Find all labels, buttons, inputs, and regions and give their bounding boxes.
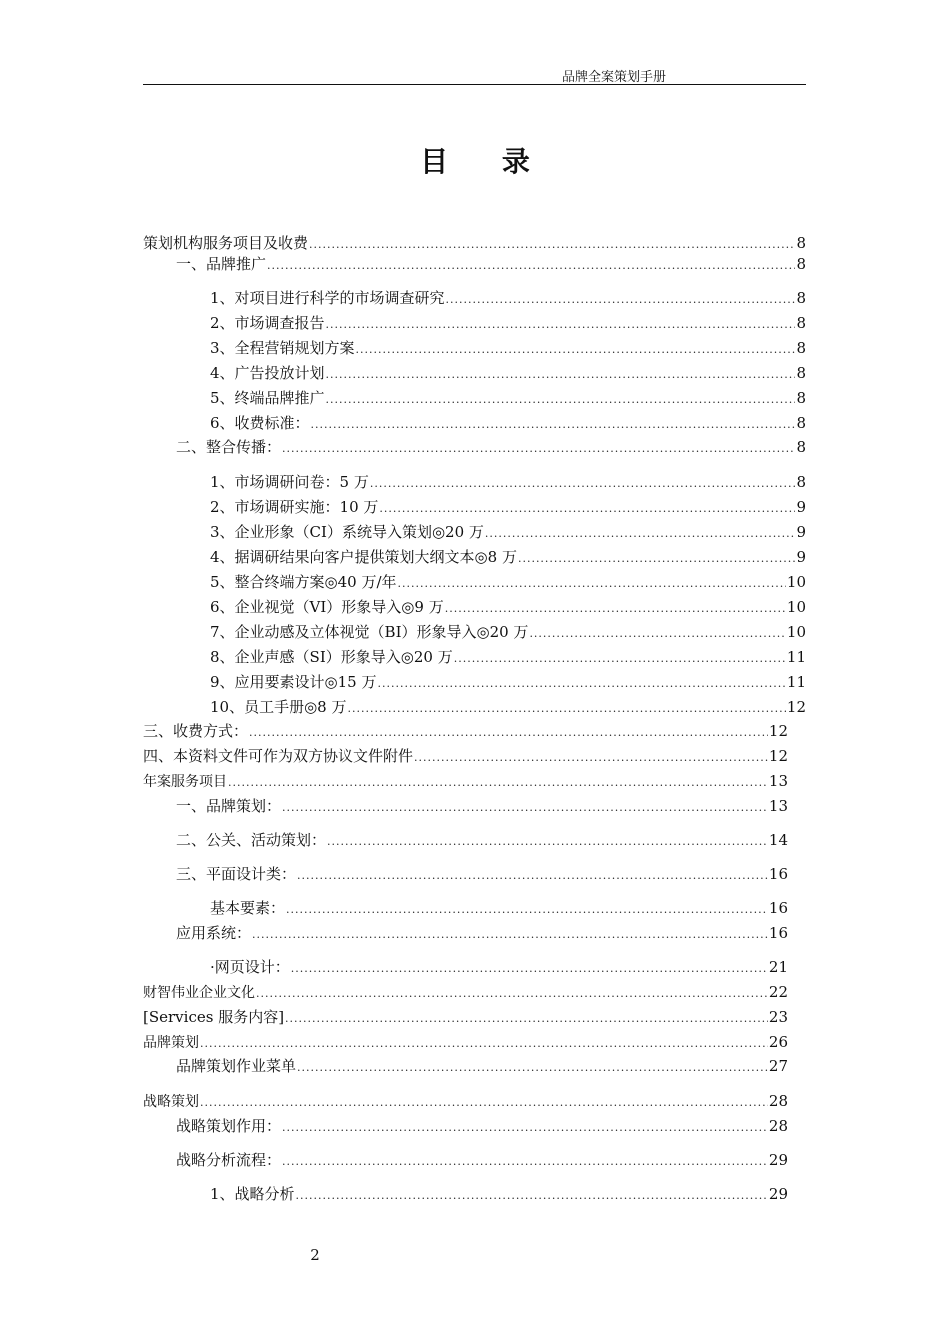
toc-entry[interactable] xyxy=(210,496,806,518)
toc-dot-leader xyxy=(454,648,786,670)
toc-entry-text: 二、整合传播： xyxy=(176,438,282,456)
toc-entry[interactable] xyxy=(143,745,788,767)
toc-entry-text: [Services 服务内容] xyxy=(143,1008,285,1026)
toc-entry-text: 9、应用要素设计◎15 万 xyxy=(210,673,377,691)
toc-dot-leader xyxy=(348,698,786,720)
toc-entry-text: 1、市场调研问卷：5 万 xyxy=(210,473,369,491)
toc-entry[interactable] xyxy=(210,571,806,593)
toc-entry[interactable] xyxy=(143,720,788,742)
toc-dot-leader xyxy=(282,438,795,460)
toc-entry[interactable] xyxy=(210,362,806,384)
toc-entry-page: 8 xyxy=(796,234,806,252)
toc-entry-page: 23 xyxy=(768,1008,788,1026)
toc-entry-text: 2、市场调研实施：10 万 xyxy=(210,498,379,516)
header-title: 品牌全案策划手册 xyxy=(561,70,666,85)
toc-entry-text: 4、广告投放计划 xyxy=(210,364,325,382)
toc-entry[interactable] xyxy=(176,1055,788,1077)
toc-entry-page: 13 xyxy=(768,797,788,815)
toc-dot-leader xyxy=(200,1092,768,1114)
toc-entry-text: 10、员工手册◎8 万 xyxy=(210,698,347,716)
toc-entry[interactable] xyxy=(210,646,806,668)
toc-entry-text: 二、公关、活动策划： xyxy=(176,831,327,849)
toc-entry-page: 12 xyxy=(768,747,788,765)
toc-dot-leader xyxy=(252,924,768,946)
toc-entry-text: 3、企业形象（CI）系统导入策划◎20 万 xyxy=(210,523,484,541)
toc-title: 目 录 xyxy=(420,145,552,178)
toc-entry-page: 9 xyxy=(796,548,806,566)
toc-entry-page: 8 xyxy=(796,473,806,491)
toc-entry[interactable] xyxy=(210,387,806,409)
toc-entry-page: 29 xyxy=(768,1185,788,1203)
toc-entry-text: 品牌策划作业菜单 xyxy=(176,1057,297,1075)
toc-entry-text: 战略分析流程： xyxy=(176,1151,282,1169)
toc-entry[interactable] xyxy=(143,1090,788,1112)
toc-entry[interactable] xyxy=(210,956,788,978)
toc-entry[interactable] xyxy=(143,232,806,254)
toc-entry[interactable] xyxy=(210,897,788,919)
toc-dot-leader xyxy=(326,364,796,386)
toc-dot-leader xyxy=(446,289,796,311)
toc-entry-page: 29 xyxy=(768,1151,788,1169)
toc-entry-text: 1、对项目进行科学的市场调查研究 xyxy=(210,289,445,307)
toc-entry-text: 一、品牌推广 xyxy=(176,255,267,273)
toc-entry-page: 11 xyxy=(786,673,806,691)
toc-dot-leader xyxy=(228,772,768,794)
toc-dot-leader xyxy=(378,673,786,695)
toc-entry-text: ·网页设计： xyxy=(210,958,290,976)
toc-dot-leader xyxy=(356,339,796,361)
toc-entry[interactable] xyxy=(210,337,806,359)
toc-entry-page: 16 xyxy=(768,924,788,942)
toc-entry-text: 5、终端品牌推广 xyxy=(210,389,325,407)
toc-entry-page: 8 xyxy=(796,389,806,407)
toc-entry-page: 12 xyxy=(786,698,806,716)
toc-entry-text: 7、企业动感及立体视觉（BI）形象导入◎20 万 xyxy=(210,623,529,641)
toc-entry-page: 27 xyxy=(768,1057,788,1075)
toc-entry-page: 28 xyxy=(768,1117,788,1135)
toc-dot-leader xyxy=(327,831,768,853)
toc-entry-page: 8 xyxy=(796,289,806,307)
toc-entry-page: 9 xyxy=(796,498,806,516)
toc-dot-leader xyxy=(518,548,796,570)
toc-entry-page: 10 xyxy=(786,573,806,591)
toc-entry-page: 8 xyxy=(796,364,806,382)
toc-dot-leader xyxy=(414,747,768,769)
toc-entry[interactable] xyxy=(176,1149,788,1171)
toc-entry[interactable] xyxy=(176,922,788,944)
toc-entry-text: 基本要素： xyxy=(210,899,286,917)
toc-dot-leader xyxy=(398,573,786,595)
toc-entry[interactable] xyxy=(210,696,806,718)
toc-dot-leader xyxy=(249,722,768,744)
toc-entry[interactable] xyxy=(143,981,788,1003)
toc-dot-leader xyxy=(282,797,768,819)
toc-entry-page: 12 xyxy=(768,722,788,740)
toc-entry-page: 10 xyxy=(786,598,806,616)
toc-entry-page: 22 xyxy=(768,983,788,1001)
toc-entry-page: 28 xyxy=(768,1092,788,1110)
toc-entry-page: 9 xyxy=(796,523,806,541)
toc-dot-leader xyxy=(286,899,768,921)
toc-entry-text: 一、品牌策划： xyxy=(176,797,282,815)
toc-entry[interactable] xyxy=(143,1006,788,1028)
toc-entry[interactable] xyxy=(143,1031,788,1053)
toc-entry[interactable] xyxy=(210,521,806,543)
toc-entry-page: 8 xyxy=(796,339,806,357)
toc-dot-leader xyxy=(282,1151,768,1173)
toc-dot-leader xyxy=(326,389,796,411)
toc-entry-text: 战略策划 xyxy=(143,1094,199,1110)
toc-entry-page: 8 xyxy=(796,414,806,432)
toc-entry-text: 4、据调研结果向客户提供策划大纲文本◎8 万 xyxy=(210,548,517,566)
toc-entry-page: 11 xyxy=(786,648,806,666)
toc-entry[interactable] xyxy=(143,770,788,792)
toc-entry-page: 16 xyxy=(768,865,788,883)
toc-entry-text: 财智伟业企业文化 xyxy=(143,985,255,1001)
toc-entry-page: 10 xyxy=(786,623,806,641)
toc-dot-leader xyxy=(370,473,796,495)
toc-dot-leader xyxy=(291,958,768,980)
toc-entry[interactable] xyxy=(176,829,788,851)
toc-entry-text: 5、整合终端方案◎40 万/年 xyxy=(210,573,397,591)
toc-entry-text: 战略策划作用： xyxy=(176,1117,282,1135)
toc-dot-leader xyxy=(445,598,786,620)
toc-entry[interactable] xyxy=(210,312,806,334)
page-header xyxy=(143,62,806,85)
toc-entry[interactable] xyxy=(176,863,788,885)
toc-entry-page: 8 xyxy=(796,314,806,332)
toc-entry-page: 8 xyxy=(796,255,806,273)
toc-entry[interactable] xyxy=(210,412,806,434)
toc-entry-page: 13 xyxy=(768,772,788,790)
toc-entry[interactable] xyxy=(176,436,806,458)
toc-entry[interactable] xyxy=(210,596,806,618)
toc-dot-leader xyxy=(267,255,795,277)
toc-dot-leader xyxy=(311,414,796,436)
toc-entry[interactable] xyxy=(210,621,806,643)
toc-dot-leader xyxy=(296,1185,768,1207)
toc-dot-leader xyxy=(379,498,795,520)
toc-entry-text: 年案服务项目 xyxy=(143,774,227,790)
toc-entry-page: 8 xyxy=(796,438,806,456)
toc-entry[interactable] xyxy=(210,1183,788,1205)
toc-entry-page: 14 xyxy=(768,831,788,849)
page-number: 2 xyxy=(310,1246,320,1264)
toc-entry[interactable] xyxy=(210,471,806,493)
toc-entry-text: 2、市场调查报告 xyxy=(210,314,325,332)
toc-entry[interactable] xyxy=(176,1115,788,1137)
toc-entry-text: 三、收费方式： xyxy=(143,722,249,740)
toc-entry-text: 3、全程营销规划方案 xyxy=(210,339,355,357)
toc-dot-leader xyxy=(285,1008,768,1030)
toc-dot-leader xyxy=(282,1117,768,1139)
toc-entry-text: 8、企业声感（SI）形象导入◎20 万 xyxy=(210,648,453,666)
toc-entry-page: 16 xyxy=(768,899,788,917)
toc-entry-page: 21 xyxy=(768,958,788,976)
toc-dot-leader xyxy=(297,865,768,887)
toc-entry-text: 6、企业视觉（VI）形象导入◎9 万 xyxy=(210,598,444,616)
toc-entry-text: 6、收费标准： xyxy=(210,414,310,432)
toc-entry[interactable] xyxy=(176,253,806,275)
toc-entry-text: 三、平面设计类： xyxy=(176,865,297,883)
toc-entry-page: 26 xyxy=(768,1033,788,1051)
toc-entry[interactable] xyxy=(176,795,788,817)
toc-dot-leader xyxy=(200,1033,768,1055)
toc-entry[interactable] xyxy=(210,287,806,309)
toc-entry-text: 1、战略分析 xyxy=(210,1185,295,1203)
toc-entry[interactable] xyxy=(210,546,806,568)
toc-entry-text: 四、本资料文件可作为双方协议文件附件 xyxy=(143,747,414,765)
toc-entry[interactable] xyxy=(210,671,806,693)
toc-entry-text: 应用系统： xyxy=(176,924,252,942)
toc-dot-leader xyxy=(326,314,796,336)
toc-dot-leader xyxy=(297,1057,768,1079)
toc-dot-leader xyxy=(529,623,785,645)
toc-entry-text: 策划机构服务项目及收费 xyxy=(143,234,309,252)
toc-entry-text: 品牌策划 xyxy=(143,1035,199,1051)
toc-dot-leader xyxy=(256,983,768,1005)
toc-dot-leader xyxy=(485,523,796,545)
